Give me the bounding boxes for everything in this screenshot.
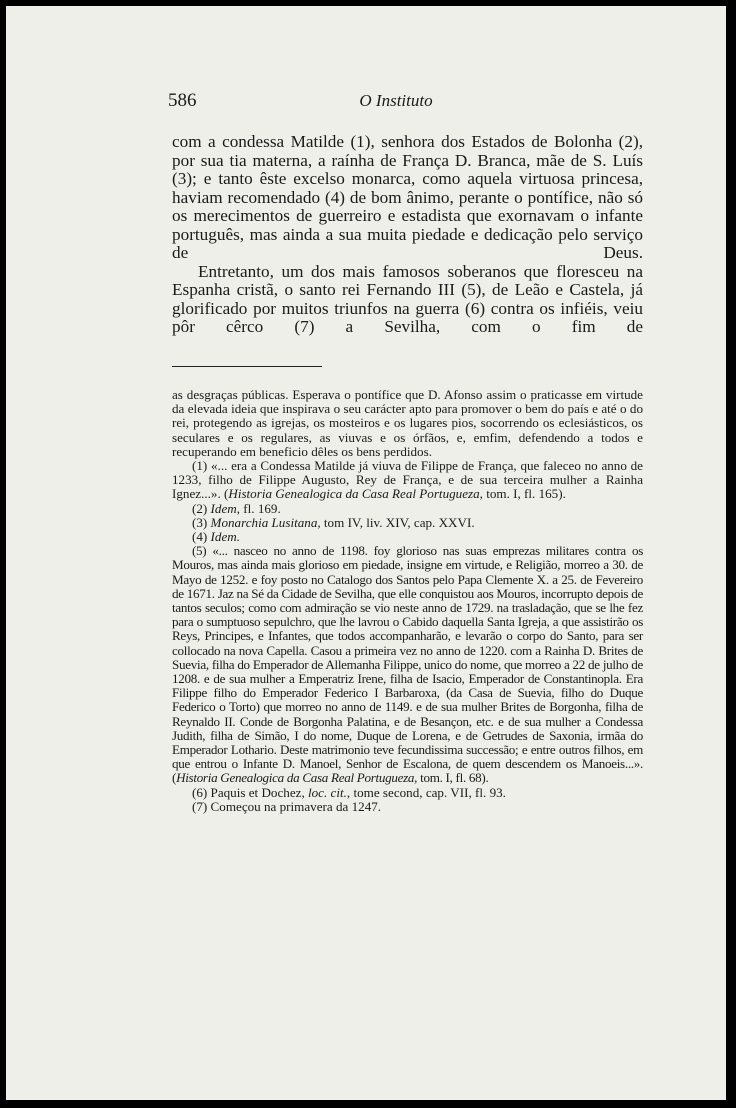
footnote-2 — [172, 502, 643, 516]
footnote-3-number: (3) — [192, 514, 211, 530]
page-number: 586 — [168, 90, 197, 111]
footnote-5-citation: Historia Genealogica da Casa Real Portugueza — [176, 770, 415, 786]
footnote-2-number: (2) — [192, 500, 211, 516]
footnote-4-number: (4) — [192, 529, 211, 545]
footnote-6 — [172, 786, 643, 800]
footnotes — [172, 388, 643, 814]
footnote-3-citation: Monarchia Lusitana — [210, 514, 318, 530]
footnote-1 — [172, 459, 643, 502]
footnote-5-text: (5) «... nasceo no anno de 1198. foy glorioso nas suas emprezas militares contra os Mouros, mas ainda mais glorioso em piedade, insigne em virtude, e Religião, morreo a 30. de Mayo de 1252. e foy posto no Catalogo dos Santos pelo Papa Clemente X. a 25. de Fevereiro de 1671. Jaz na Sé da Cidade de Sevilha, que elle conquistou aos Mouros, incorrupto depois de tantos seculos; como com admiração se vio neste anno de 1729. na trasladação, que se lhe fez para o sumptuoso sepulchro, que lhe lavrou o Cabido daquella Santa Igreja, a que assistirão os Reys, Principes, e Infantes, que todos accompanharão, e levarão o corpo do Santo, para ser collocado na nova Capella. Casou a primeira vez no anno de 1220. com a Rainha D. Brites de Suevia, filha do Emperador de Allemanha Filippe, unico do nome, que morreo a 22 de julho de 1208. e de sua mulher a Emperatriz Irene, filha de Isacio, Emperador de Constantinopla. Era Filippe filho do Emperador Federico I Barbaroxa, (da Casa de Suevia, filho do Duque Federico o Torto) que morreo no anno de 1149. e de sua mulher Brites de Borgonha, filha de Reynaldo II. Conde de Borgonha Palatina, e de Besançon, etc. e de sua mulher a Condessa Judith, filha de Simão, I do nome, Duque de Lorena, e de Getrudes de Saxonia, irmãa do Emperador Lothario. Deste matrimonio teve fecundissima successão; e entre outros filhos, em que entrou o Infante D. Manoel, Senhor de Escalona, de quem descendem os Manoeis...». ( — [172, 543, 643, 786]
footnote-5 — [172, 544, 643, 785]
footnote-3 — [172, 516, 643, 530]
footnote-3-end: , tom IV, liv. XIV, cap. XXVI. — [317, 514, 475, 530]
footnote-6-end: , tome second, cap. VII, fl. 93. — [346, 784, 506, 800]
footnote-1-text: (1) «... era a Condessa Matilde já viuva de Filippe de França, que faleceo no anno de 1233, filho de Filippe Augusto, Rey de França, e de sua terceira mulher a Rainha Ignez...». ( — [172, 458, 643, 502]
footnote-6-text: (6) Paquis et Dochez, — [192, 784, 308, 800]
running-title: O Instituto — [359, 91, 433, 110]
footnote-1-citation: Historia Genealogica da Casa Real Portugueza — [228, 486, 480, 502]
page-header — [6, 90, 726, 114]
footnote-2-end: , fl. 169. — [236, 500, 281, 516]
footnote-2-citation: Idem — [210, 500, 237, 516]
footnote-5-end: , tom. I, fl. 68). — [414, 770, 489, 786]
footnote-separator — [172, 366, 322, 367]
main-text — [172, 133, 643, 337]
footnote-6-citation: loc. cit. — [308, 784, 347, 800]
book-page — [6, 6, 726, 1100]
paragraph-1: com a condessa Matilde (1), senhora dos Estados de Bolonha (2), por sua tia materna, a raínha de França D. Branca, mãe de S. Luís (3); e tanto êste excelso monarca, como aquela virtuosa princesa, haviam recomendado (4) de bom ânimo, perante o pontífice, não só os merecimentos de guerreiro e estadista que exornavam o infante português, mas ainda a sua muita piedade e dedicação pelo serviço de Deus. — [172, 132, 643, 262]
paragraph-2: Entretanto, um dos mais famosos soberanos que floresceu na Espanha cristã, o santo rei Fernando III (5), de Leão e Castela, já glorificado por muitos triunfos na guerra (6) contra os infiéis, veiu pôr cêrco (7) a Sevilha, com o fim de — [172, 261, 643, 336]
footnote-continuation: as desgraças públicas. Esperava o pontífice que D. Afonso assim o praticasse em virtude da elevada ideia que inspirava o seu carácter apto para promover o bem do país e até o do rei, protegendo as igrejas, os mosteiros e os lugares pios, socorrendo os eclesiásticos, os seculares e os regulares, as viuvas e os órfãos, e, emfim, defendendo a todos e recuperando em beneficio dêles os bens perdidos. — [172, 387, 643, 459]
footnote-4-citation: Idem. — [210, 529, 240, 545]
footnote-7: (7) Começou na primavera da 1247. — [192, 798, 382, 814]
footnote-4 — [172, 530, 643, 544]
footnote-1-end: , tom. I, fl. 165). — [479, 486, 566, 502]
